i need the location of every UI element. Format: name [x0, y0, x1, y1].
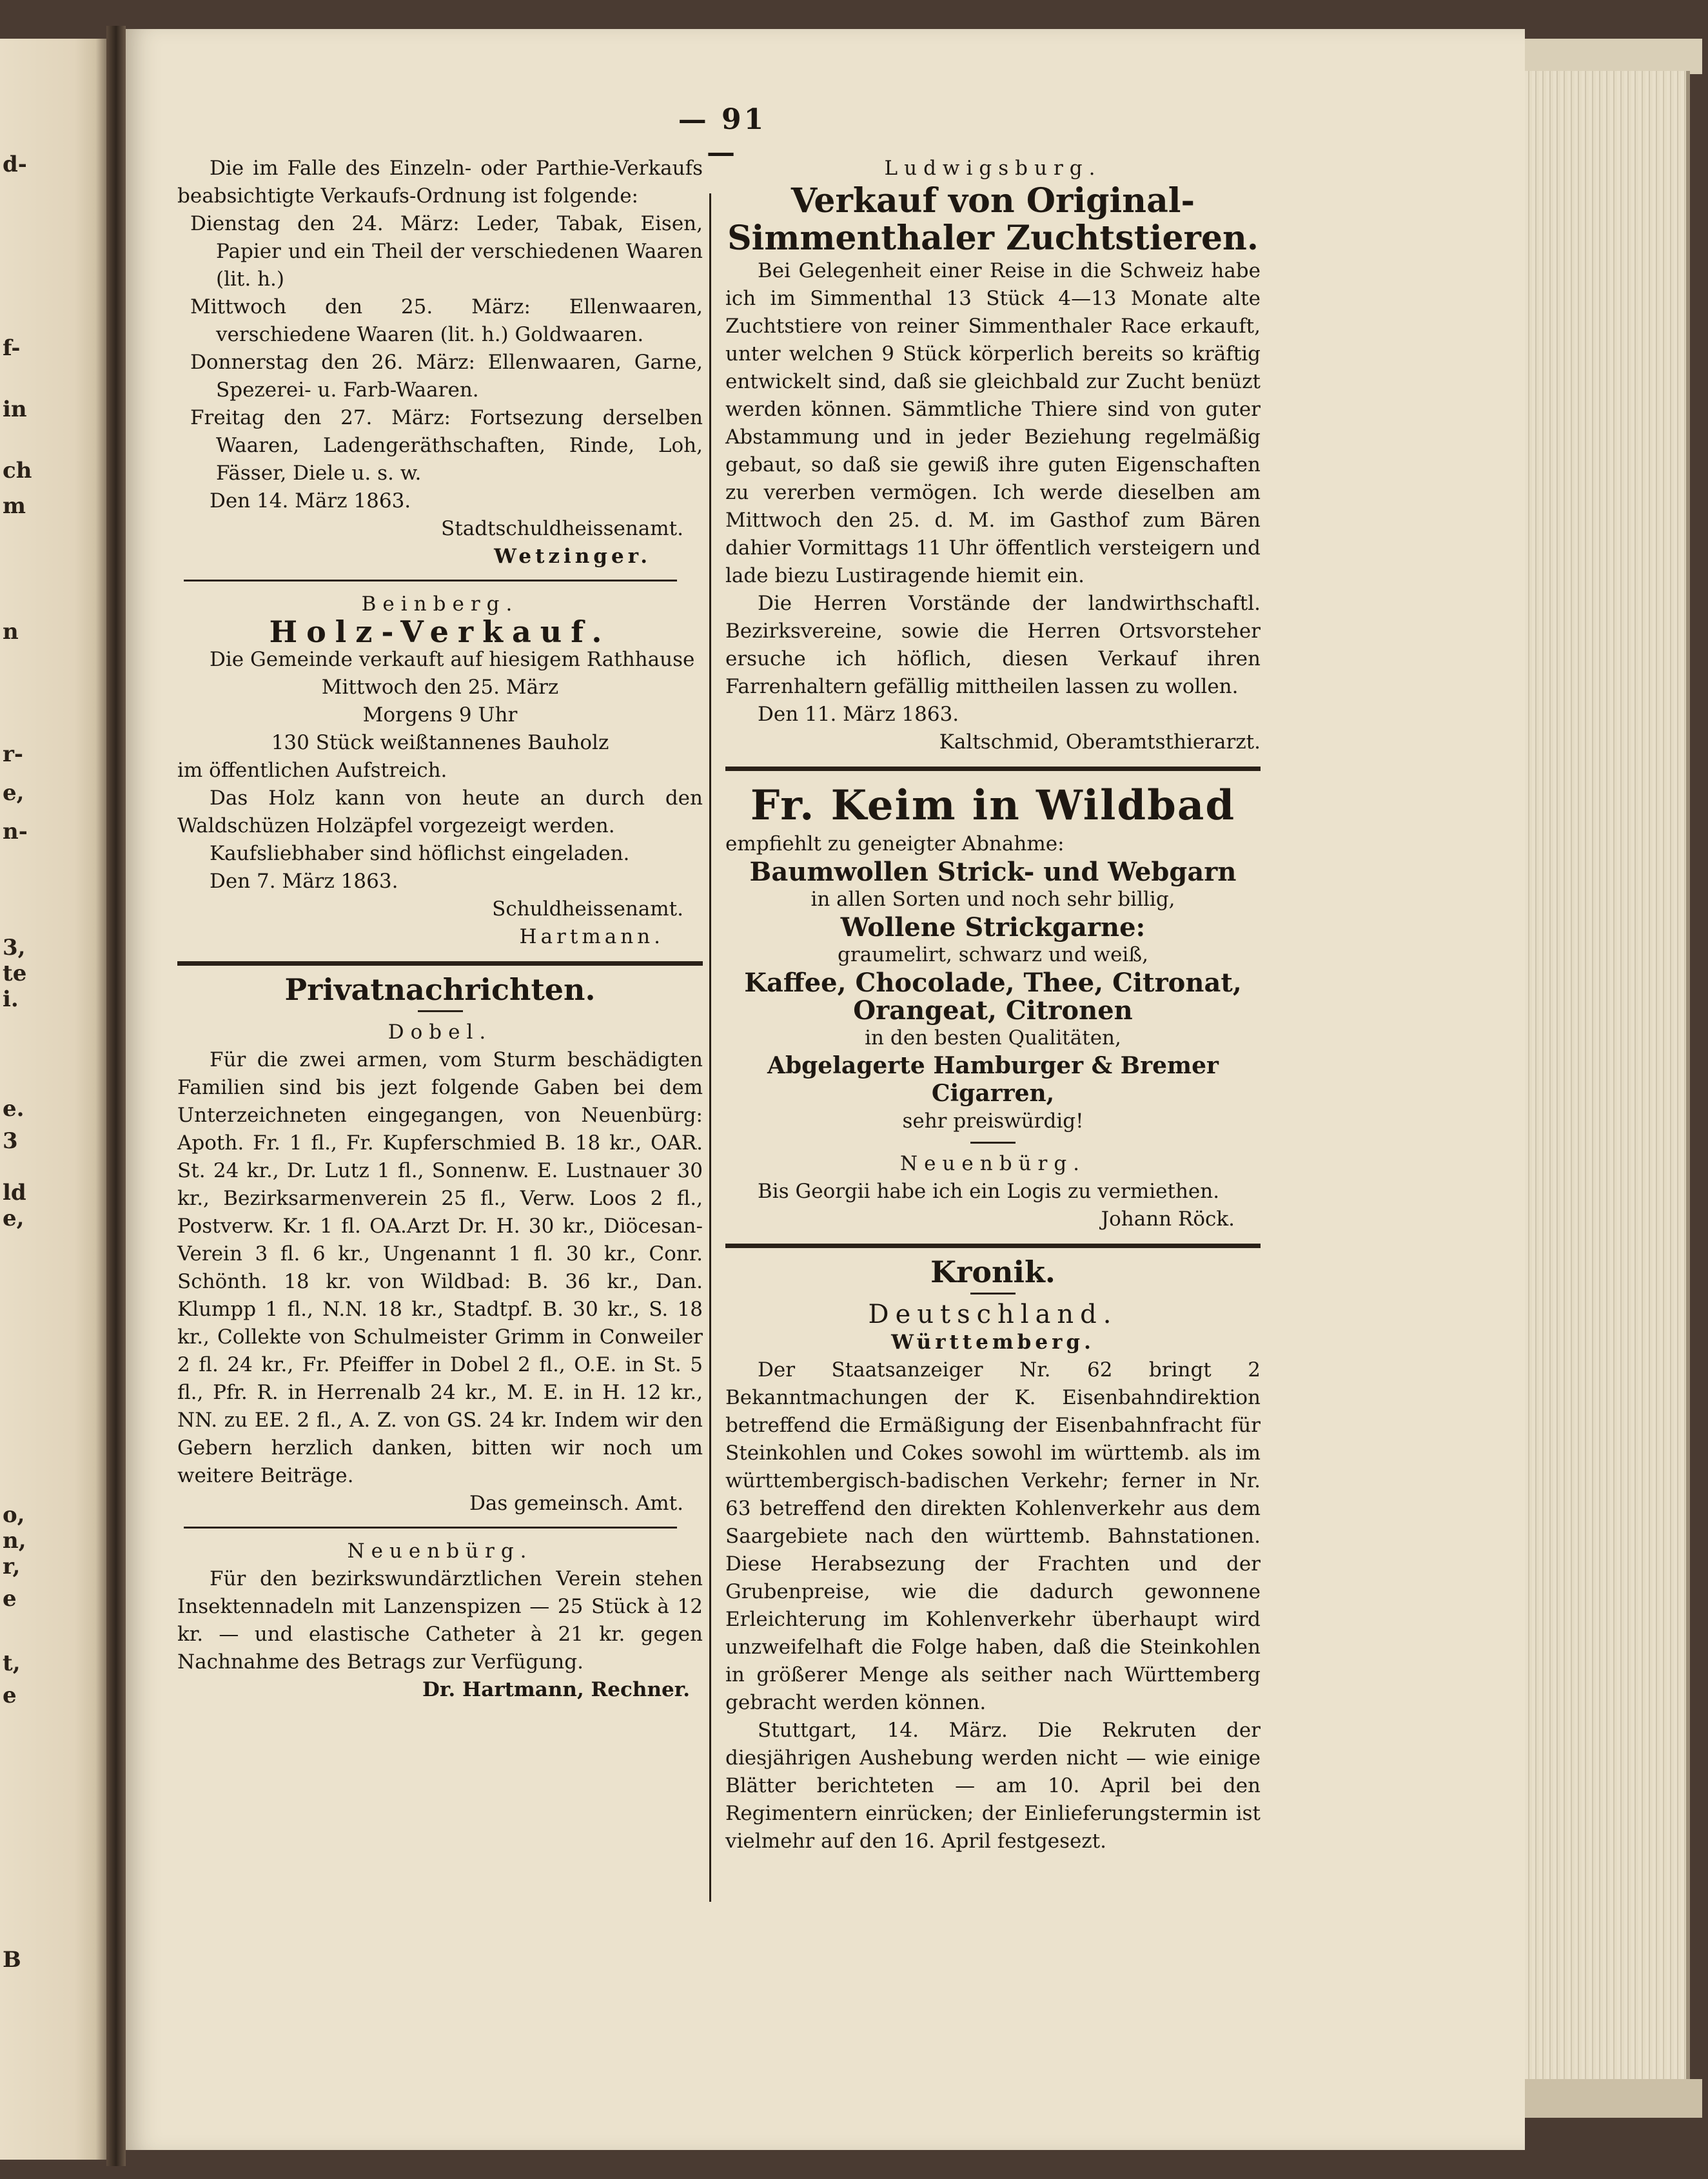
notice-line: Mittwoch den 25. März: [321, 676, 559, 699]
notice-place: Neuenbürg.: [347, 1539, 533, 1563]
short-rule: [418, 1010, 463, 1012]
notice-text: Für den bezirkswundärztlichen Verein stehen Insektennadeln mit Lanzenspizen — 25 Stück à 12 kr. — und elastische Catheter à 21 kr. gegen Nachnahme des Betrags zur Verfügung.: [177, 1567, 703, 1674]
section-title: Kronik.: [930, 1255, 1055, 1289]
notice-text: Das Holz kann von heute an durch den Waldschüzen Holzäpfel vorgezeigt werden.: [177, 787, 703, 837]
advert-line: Wollene Strickgarne:: [840, 912, 1146, 943]
section-rule: [184, 580, 677, 581]
left-fragment: 3,: [3, 935, 26, 961]
schedule-item: Dienstag den 24. März: Leder, Tabak, Eisen, Papier und ein Theil der verschiedenen Waaren (lit. h.): [190, 212, 703, 291]
left-page-edge: [0, 39, 106, 2160]
section-title: Privatnachrichten.: [284, 972, 596, 1007]
notice-date: Den 11. März 1863.: [758, 703, 959, 726]
notice-line: Morgens 9 Uhr: [362, 703, 518, 727]
advert-line: Orangeat, Citronen: [853, 995, 1133, 1026]
left-fragment: ld: [3, 1180, 26, 1206]
advert-line: graumelirt, schwarz und weiß,: [838, 943, 1148, 966]
notice-place: Beinberg.: [361, 592, 519, 616]
notice-office: Das gemeinsch. Amt.: [469, 1492, 683, 1515]
advert-line: Abgelagerte Hamburger & Bremer Cigarren,: [767, 1052, 1219, 1107]
section-rule: [184, 1527, 677, 1529]
schedule-item: Donnerstag den 26. März: Ellenwaaren, Garne, Spezerei- u. Farb-Waaren.: [190, 351, 703, 402]
notice-office: Stadtschuldheissenamt.: [441, 517, 683, 540]
notice-text: Kaufsliebhaber sind höflichst eingeladen.: [210, 842, 630, 865]
left-fragment: te: [3, 961, 27, 986]
left-fragment: e,: [3, 1206, 25, 1231]
left-fragment: n-: [3, 819, 28, 845]
notice-signature: Kaltschmid, Oberamtsthierarzt.: [939, 730, 1261, 754]
page-edges: [1525, 71, 1690, 2082]
left-fragment: r,: [3, 1554, 21, 1579]
short-rule: [970, 1293, 1016, 1295]
schedule-item: Freitag den 27. März: Fortsezung derselben Waaren, Ladengeräthschaften, Rinde, Loh, Fässer, Diele u. s. w.: [190, 406, 703, 485]
news-text: Der Staatsanzeiger Nr. 62 bringt 2 Bekanntmachungen der K. Eisenbahndirektion betreffend die Ermäßigung der Eisenbahnfracht für Steinkohlen und Cokes sowohl im württemb. als im württembergisch-badischen Verkehr; ferner in Nr. 63 betreffend den direkten Kohlenverkehr aus dem Saargebiete nach den württemb. Bahnstationen. Diese Herabsezung der Frachten und der Grubenpreise, wie die dadurch gewonnene Erleichterung im Kohlenverkehr überhaupt wird unzweifelhaft die Folge haben, daß die Steinkohlen in größerer Menge als seither nach Württemberg gebracht werden können.: [725, 1358, 1261, 1714]
notice-place: Neuenbürg.: [899, 1152, 1086, 1175]
column-divider: [709, 193, 711, 1902]
section-rule-thick: [177, 961, 703, 966]
notice-date: Den 7. März 1863.: [210, 870, 398, 893]
page-number: — 91 —: [678, 103, 767, 169]
section-rule-thick: [725, 767, 1261, 771]
left-fragment: e: [3, 1683, 17, 1708]
advert-line: Kaffee, Chocolade, Thee, Citronat,: [744, 968, 1242, 998]
notice-signature: Wetzinger.: [494, 545, 651, 568]
advert-line: empfiehlt zu geneigter Abnahme:: [725, 832, 1065, 855]
book-gutter: [106, 26, 126, 2166]
notice-text: Bei Gelegenheit einer Reise in die Schweiz habe ich im Simmenthal 13 Stück 4—13 Monate alte Zuchtstiere von reiner Simmenthaler Race erkauft, unter welchen 9 Stück körperlich bereits so kräftig entwickelt sind, daß sie gleichbald zur Zucht benüzt werden können. Sämmtliche Thiere sind von guter Abstammung und in jeder Beziehung regelmäßig gebaut, so daß sie gewiß ihre guten Eigenschaften zu vererben vermögen. Ich werde dieselben am Mittwoch den 25. d. M. im Gasthof zum Bären dahier Vormittags 11 Uhr öffentlich versteigern und lade biezu Lustiragende hiemit ein.: [725, 259, 1261, 587]
sale-intro: Die im Falle des Einzeln- oder Parthie-Verkaufs beabsichtigte Verkaufs-Ordnung ist folgende:: [177, 157, 703, 208]
left-fragment: o,: [3, 1502, 25, 1528]
right-column: [725, 155, 1261, 1855]
notice-signature: Hartmann.: [519, 925, 664, 948]
left-fragment: d-: [3, 151, 27, 177]
left-fragment: f-: [3, 335, 21, 361]
section-rule-thick: [725, 1244, 1261, 1248]
left-fragment: ch: [3, 458, 32, 484]
schedule-item: Mittwoch den 25. März: Ellenwaaren, verschiedene Waaren (lit. h.) Goldwaaren.: [190, 295, 703, 346]
left-fragment: e.: [3, 1096, 25, 1122]
left-fragment: r-: [3, 741, 24, 767]
notice-signature: Dr. Hartmann, Rechner.: [422, 1678, 690, 1701]
left-fragment: n: [3, 619, 19, 645]
advert-line: Baumwollen Strick- und Webgarn: [749, 857, 1237, 887]
left-fragment: 3: [3, 1128, 18, 1154]
notice-text: Die Gemeinde verkauft auf hiesigem Rathhause: [210, 648, 695, 671]
left-fragment: e: [3, 1586, 17, 1612]
advert-title: Fr. Keim in Wildbad: [750, 781, 1236, 830]
donation-list: Für die zwei armen, vom Sturm beschädigten Familien sind bis jezt folgende Gaben bei dem Unterzeichneten eingegangen, von Neuenbürg: Apoth. Fr. 1 fl., Fr. Kupferschmied B. 18 kr., OAR. St. 24 kr., Dr. Lutz 1 fl., Sonnenw. E. Lustnauer 30 kr., Bezirksarmenverein 25 fl., Verw. Loos 2 fl., Postverw. Kr. 1 fl. OA.Arzt Dr. H. 30 kr., Diöcesan-Verein 3 fl. 6 kr., Ungenannt 1 fl. 30 kr., Conr. Schönth. 18 kr. von Wildbad: B. 36 kr., Dan. Klumpp 1 fl., N.N. 18 kr., Stadtpf. B. 30 kr., S. 18 kr., Collekte von Schulmeister Grimm in Conweiler 2 fl. 24 kr., Fr. Pfeiffer in Dobel 2 fl., O.E. in St. 5 fl., Pfr. R. in Herrenalb 24 kr., M. E. in H. 12 kr., NN. zu EE. 2 fl., A. Z. von GS. 24 kr. Indem wir den Gebern herzlich danken, bitten wir noch um weitere Beiträge.: [177, 1048, 703, 1487]
advert-line: in den besten Qualitäten,: [865, 1026, 1121, 1050]
notice-line: im öffentlichen Aufstreich.: [177, 759, 447, 782]
advert-line: in allen Sorten und noch sehr billig,: [810, 888, 1175, 911]
news-text: Stuttgart, 14. März. Die Rekruten der diesjährigen Aushebung werden nicht — wie einige Blätter berichteten — am 10. April bei den Regimentern einrücken; der Einlieferungstermin ist vielmehr auf den 16. April festgesezt.: [725, 1719, 1261, 1853]
notice-title: Holz-Verkauf.: [269, 614, 611, 649]
notice-text: Die Herren Vorstände der landwirthschaftl. Bezirksvereine, sowie die Herren Ortsvorsteher ersuche ich höflich, diesen Verkauf ihren Farrenhaltern gefällig mittheilen lassen zu wollen.: [725, 592, 1261, 698]
left-fragment: in: [3, 396, 27, 422]
notice-place: Ludwigsburg.: [884, 157, 1102, 180]
left-fragment: t,: [3, 1650, 21, 1676]
notice-text: Bis Georgii habe ich ein Logis zu vermiethen.: [758, 1180, 1220, 1203]
left-fragment: n,: [3, 1528, 26, 1554]
left-fragment: e,: [3, 780, 25, 806]
left-column: [177, 155, 703, 1704]
short-rule: [970, 1142, 1016, 1144]
region-heading: Württemberg.: [891, 1331, 1095, 1354]
left-fragment: m: [3, 493, 26, 519]
notice-title: Verkauf von Original-Simmenthaler Zuchtstieren.: [727, 181, 1259, 258]
page-edges-bottom: [1525, 2079, 1702, 2118]
notice-line: 130 Stück weißtannenes Bauholz: [271, 731, 609, 754]
left-fragment: B: [3, 1947, 21, 1973]
country-heading: Deutschland.: [868, 1300, 1118, 1329]
notice-place: Dobel.: [388, 1021, 493, 1044]
notice-office: Schuldheissenamt.: [492, 897, 683, 921]
notice-date: Den 14. März 1863.: [210, 489, 411, 513]
left-fragment: i.: [3, 986, 19, 1012]
page-edges-top: [1525, 39, 1702, 74]
notice-signature: Johann Röck.: [1101, 1207, 1235, 1231]
advert-line: sehr preiswürdig!: [902, 1109, 1084, 1133]
